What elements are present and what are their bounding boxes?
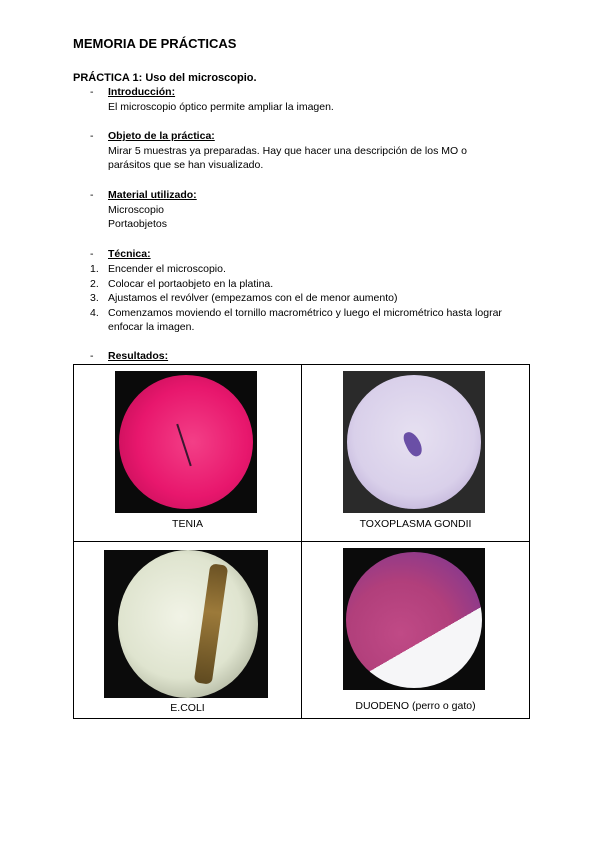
table-row: [74, 542, 530, 719]
result-cell-duodeno: [302, 542, 530, 719]
resultados-heading: Resultados:: [108, 350, 169, 362]
step-text: Colocar el portaobjeto en la platina.: [108, 277, 274, 290]
step-text: Ajustamos el revólver (empezamos con el de menor aumento): [108, 292, 398, 304]
step-number: 2.: [90, 277, 99, 290]
result-cell-tenia: [74, 365, 302, 542]
tecnica-section: [90, 247, 530, 262]
section-title: PRÁCTICA 1: Uso del microscopio.: [73, 72, 257, 84]
table-row: [74, 365, 530, 542]
objeto-text: Mirar 5 muestras ya preparadas. Hay que hacer una descripción de los MO o parásitos que se han visualizado.: [108, 144, 467, 171]
caption-ecoli: E.COLI: [170, 702, 205, 714]
tenia-micrograph: [115, 371, 257, 513]
tecnica-step: [90, 277, 530, 292]
tecnica-step: [90, 262, 530, 277]
objeto-section: [90, 129, 530, 174]
result-cell-ecoli: [74, 542, 302, 719]
page-title: MEMORIA DE PRÁCTICAS: [73, 36, 237, 51]
bullet-dash: -: [90, 350, 94, 362]
tecnica-step: [90, 306, 528, 335]
bullet-dash: -: [90, 86, 94, 98]
step-text: Comenzamos moviendo el tornillo macrométrico y luego el micrométrico hasta lograr enfocar la imagen.: [108, 306, 502, 333]
result-cell-toxoplasma: [302, 365, 530, 542]
ecoli-micrograph: [104, 550, 268, 698]
toxoplasma-micrograph: [343, 371, 485, 513]
objeto-heading: Objeto de la práctica:: [108, 130, 215, 142]
resultados-section: [90, 349, 530, 364]
caption-tenia: TENIA: [172, 518, 203, 530]
step-number: 1.: [90, 263, 99, 275]
tecnica-steps: [90, 262, 530, 335]
material-section: [90, 188, 530, 233]
material-item: Portaobjetos: [108, 218, 167, 230]
duodeno-micrograph: [343, 548, 485, 690]
caption-toxoplasma: TOXOPLASMA GONDII: [359, 518, 472, 530]
material-list: [108, 203, 508, 232]
step-number: 3.: [90, 292, 99, 304]
caption-duodeno: DUODENO (perro o gato): [355, 700, 476, 712]
material-item: Microscopio: [108, 203, 165, 216]
bullet-dash: -: [90, 189, 94, 201]
tecnica-step: [90, 291, 530, 306]
material-heading: Material utilizado:: [108, 189, 197, 201]
step-number: 4.: [90, 306, 99, 319]
step-text: Encender el microscopio.: [108, 263, 226, 275]
introduccion-text: El microscopio óptico permite ampliar la imagen.: [108, 100, 334, 113]
introduccion-heading: Introducción:: [108, 86, 176, 98]
introduccion-section: [90, 85, 530, 115]
results-table: [73, 364, 530, 719]
bullet-dash: -: [90, 130, 94, 142]
bullet-dash: -: [90, 248, 94, 260]
tecnica-heading: Técnica:: [108, 248, 151, 260]
